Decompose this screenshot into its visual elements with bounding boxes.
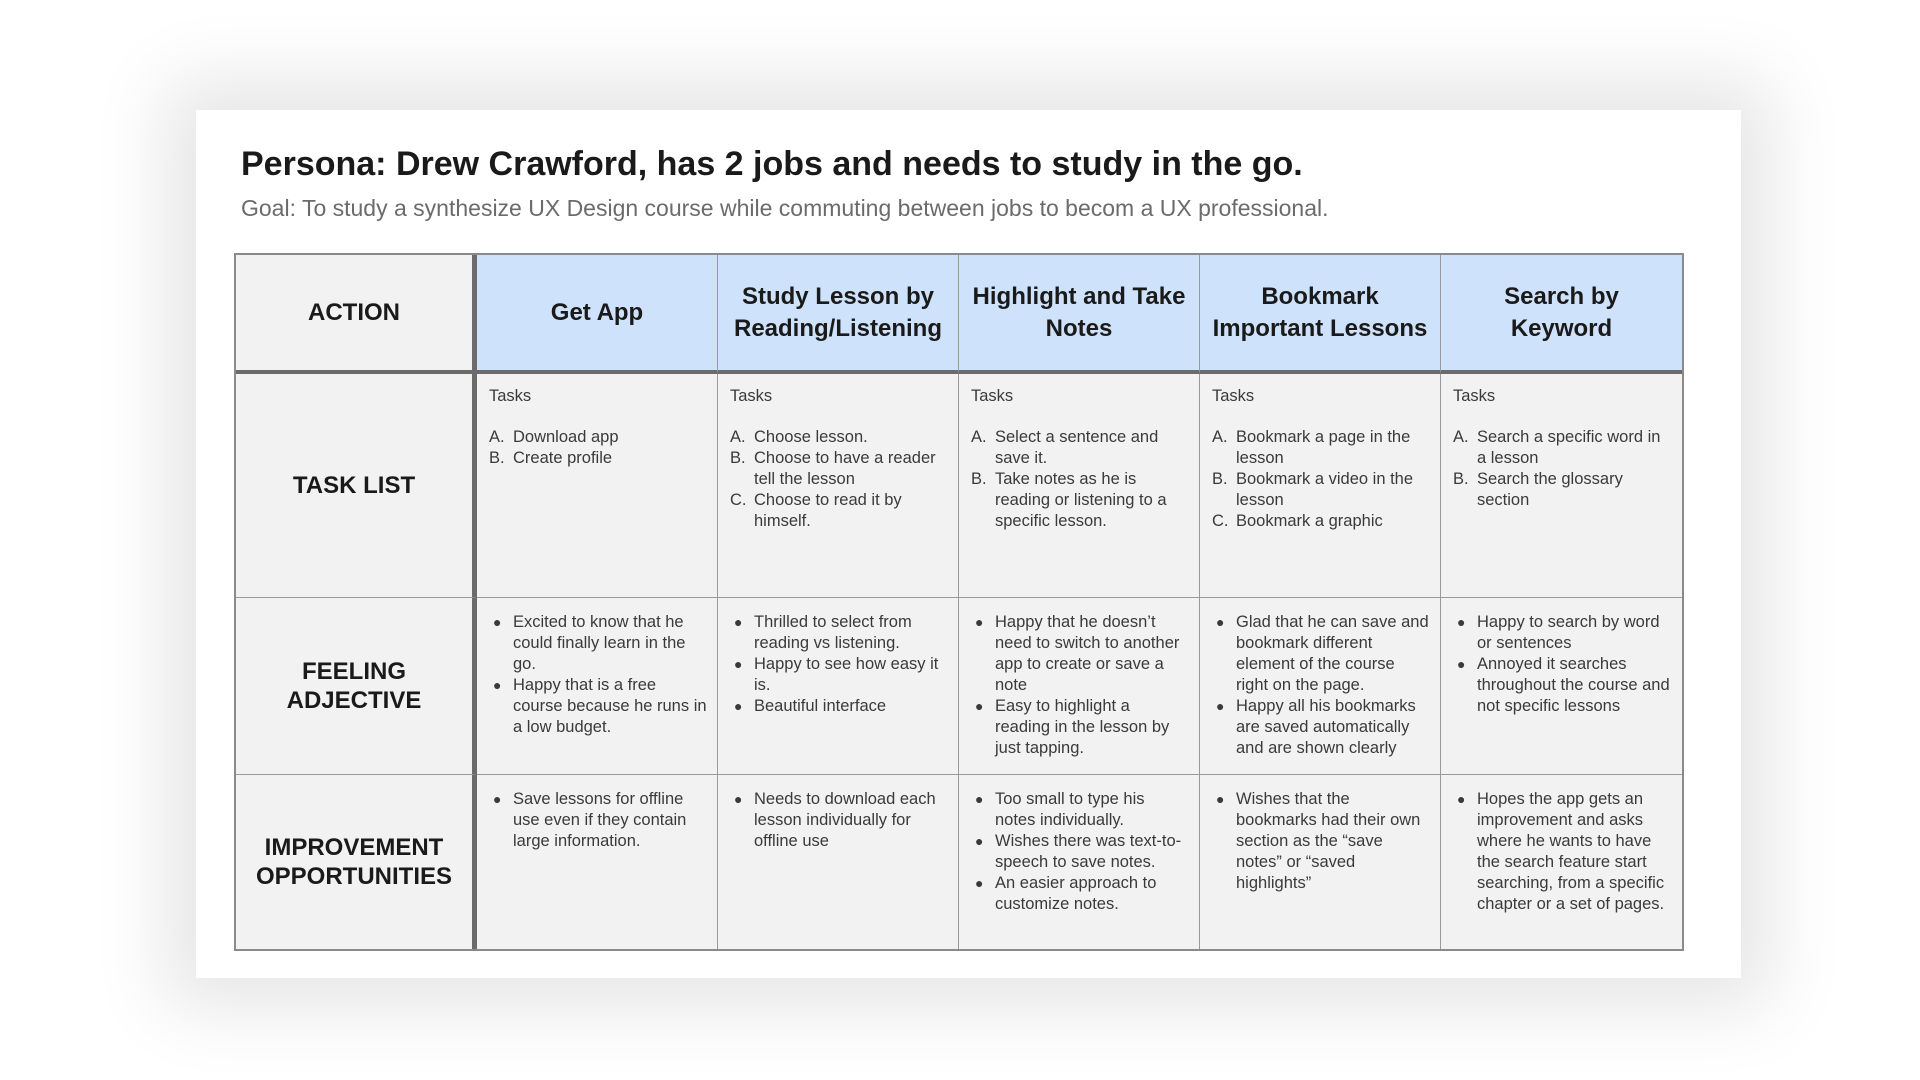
bullet-dot-icon: ● bbox=[975, 698, 984, 714]
bullet-text: Beautiful interface bbox=[754, 697, 887, 715]
task-text: Search the glossary section bbox=[1477, 470, 1623, 509]
task-item bbox=[1212, 427, 1430, 469]
bullet-list bbox=[489, 612, 707, 738]
bullet-item bbox=[489, 612, 707, 675]
action-row-header: ACTION bbox=[236, 255, 477, 374]
task-text: Download app bbox=[513, 428, 619, 446]
task-item bbox=[1453, 469, 1672, 511]
bullet-text: Happy to search by word or sentences bbox=[1477, 613, 1660, 652]
bullet-text: Happy all his bookmarks are saved automatically and are shown clearly bbox=[1236, 697, 1416, 757]
bullet-list bbox=[1212, 612, 1430, 759]
tasks-label: Tasks bbox=[971, 387, 1014, 405]
task-list bbox=[730, 427, 948, 532]
task-item bbox=[489, 427, 707, 448]
bullet-item bbox=[971, 789, 1189, 831]
bullet-dot-icon: ● bbox=[975, 875, 984, 891]
feeling-cell bbox=[1441, 598, 1682, 775]
bullet-item bbox=[971, 612, 1189, 696]
feeling-cell bbox=[718, 598, 959, 775]
task-item bbox=[730, 490, 948, 532]
task-letter: A. bbox=[1212, 428, 1228, 446]
bullet-item bbox=[730, 696, 948, 717]
feeling-row-header: FEELING ADJECTIVE bbox=[236, 598, 477, 775]
improvement-cell bbox=[1200, 775, 1441, 949]
feeling-cell bbox=[1200, 598, 1441, 775]
task-list bbox=[971, 427, 1189, 532]
task-letter: B. bbox=[730, 449, 746, 467]
tasks-label: Tasks bbox=[1212, 387, 1255, 405]
bullet-dot-icon: ● bbox=[975, 614, 984, 630]
bullet-item bbox=[730, 789, 948, 852]
task-text: Choose to read it by himself. bbox=[754, 491, 902, 530]
bullet-item bbox=[1453, 789, 1672, 915]
bullet-dot-icon: ● bbox=[734, 698, 743, 714]
bullet-text: Thrilled to select from reading vs listening. bbox=[754, 613, 912, 652]
bullet-text: Happy that he doesn’t need to switch to another app to create or save a note bbox=[995, 613, 1180, 694]
task-text: Choose to have a reader tell the lesson bbox=[754, 449, 936, 488]
bullet-text: Happy to see how easy it is. bbox=[754, 655, 939, 694]
bullet-text: Needs to download each lesson individually for offline use bbox=[754, 790, 936, 850]
task-letter: A. bbox=[489, 428, 505, 446]
task-item bbox=[489, 448, 707, 469]
bullet-list bbox=[971, 789, 1189, 915]
task-letter: A. bbox=[1453, 428, 1469, 446]
tasks-label: Tasks bbox=[1453, 387, 1496, 405]
bullet-text: Annoyed it searches throughout the course and not specific lessons bbox=[1477, 655, 1670, 715]
task-text: Search a specific word in a lesson bbox=[1477, 428, 1661, 467]
column-header-search: Search by Keyword bbox=[1441, 255, 1682, 374]
user-journey-map-table bbox=[234, 253, 1684, 951]
task-cell bbox=[959, 374, 1200, 598]
task-item bbox=[730, 427, 948, 448]
bullet-dot-icon: ● bbox=[1216, 614, 1225, 630]
bullet-dot-icon: ● bbox=[1457, 791, 1466, 807]
bullet-item bbox=[489, 789, 707, 852]
bullet-list bbox=[971, 612, 1189, 759]
bullet-item bbox=[730, 654, 948, 696]
bullet-item bbox=[1453, 654, 1672, 717]
bullet-text: Happy that is a free course because he runs in a low budget. bbox=[513, 676, 707, 736]
bullet-list bbox=[1453, 612, 1672, 717]
bullet-item bbox=[1212, 612, 1430, 696]
task-item bbox=[971, 469, 1189, 532]
bullet-item bbox=[971, 873, 1189, 915]
bullet-dot-icon: ● bbox=[1216, 698, 1225, 714]
task-item bbox=[1453, 427, 1672, 469]
task-letter: B. bbox=[971, 470, 987, 488]
improvement-cell bbox=[718, 775, 959, 949]
bullet-text: Wishes there was text-to-speech to save notes. bbox=[995, 832, 1182, 871]
bullet-item bbox=[1212, 696, 1430, 759]
bullet-text: Save lessons for offline use even if they contain large information. bbox=[513, 790, 687, 850]
task-list-row-header: TASK LIST bbox=[236, 374, 477, 598]
bullet-dot-icon: ● bbox=[734, 791, 743, 807]
improvement-row-header: IMPROVEMENT OPPORTUNITIES bbox=[236, 775, 477, 949]
task-list bbox=[1453, 427, 1672, 511]
tasks-label: Tasks bbox=[489, 387, 532, 405]
bullet-dot-icon: ● bbox=[975, 791, 984, 807]
task-text: Bookmark a video in the lesson bbox=[1236, 470, 1414, 509]
bullet-text: Wishes that the bookmarks had their own section as the “save notes” or “saved highlights” bbox=[1236, 790, 1421, 892]
bullet-item bbox=[971, 696, 1189, 759]
bullet-dot-icon: ● bbox=[493, 677, 502, 693]
task-cell bbox=[477, 374, 718, 598]
bullet-list bbox=[730, 612, 948, 717]
slide-card bbox=[196, 110, 1741, 978]
bullet-text: Glad that he can save and bookmark different element of the course right on the page. bbox=[1236, 613, 1429, 694]
task-letter: B. bbox=[489, 449, 505, 467]
task-list bbox=[489, 427, 707, 469]
bullet-text: Excited to know that he could finally learn in the go. bbox=[513, 613, 686, 673]
task-text: Create profile bbox=[513, 449, 613, 467]
task-item bbox=[730, 448, 948, 490]
task-letter: B. bbox=[1212, 470, 1228, 488]
bullet-item bbox=[489, 675, 707, 738]
column-header-highlight-notes: Highlight and Take Notes bbox=[959, 255, 1200, 374]
task-cell bbox=[1200, 374, 1441, 598]
bullet-dot-icon: ● bbox=[1457, 614, 1466, 630]
task-text: Bookmark a page in the lesson bbox=[1236, 428, 1411, 467]
task-text: Bookmark a graphic bbox=[1236, 512, 1383, 530]
task-list bbox=[1212, 427, 1430, 532]
task-letter: C. bbox=[730, 491, 747, 509]
task-letter: A. bbox=[971, 428, 987, 446]
task-text: Select a sentence and save it. bbox=[995, 428, 1159, 467]
persona-title: Persona: Drew Crawford, has 2 jobs and needs to study in the go. bbox=[241, 145, 1303, 183]
column-header-get-app: Get App bbox=[477, 255, 718, 374]
task-cell bbox=[1441, 374, 1682, 598]
feeling-cell bbox=[477, 598, 718, 775]
task-cell bbox=[718, 374, 959, 598]
bullet-text: An easier approach to customize notes. bbox=[995, 874, 1157, 913]
bullet-dot-icon: ● bbox=[1216, 791, 1225, 807]
bullet-list bbox=[489, 789, 707, 852]
bullet-list bbox=[1212, 789, 1430, 894]
bullet-list bbox=[1453, 789, 1672, 915]
task-letter: A. bbox=[730, 428, 746, 446]
improvement-cell bbox=[959, 775, 1200, 949]
task-letter: B. bbox=[1453, 470, 1469, 488]
bullet-dot-icon: ● bbox=[734, 614, 743, 630]
task-item bbox=[1212, 469, 1430, 511]
bullet-item bbox=[730, 612, 948, 654]
bullet-dot-icon: ● bbox=[1457, 656, 1466, 672]
task-item bbox=[971, 427, 1189, 469]
improvement-cell bbox=[477, 775, 718, 949]
column-header-study-lesson: Study Lesson by Reading/Listening bbox=[718, 255, 959, 374]
persona-goal: Goal: To study a synthesize UX Design course while commuting between jobs to becom a UX professional. bbox=[241, 195, 1329, 221]
bullet-dot-icon: ● bbox=[734, 656, 743, 672]
bullet-list bbox=[730, 789, 948, 852]
bullet-item bbox=[1453, 612, 1672, 654]
task-text: Take notes as he is reading or listening to a specific lesson. bbox=[995, 470, 1167, 530]
bullet-item bbox=[971, 831, 1189, 873]
bullet-dot-icon: ● bbox=[975, 833, 984, 849]
bullet-text: Too small to type his notes individually. bbox=[995, 790, 1145, 829]
bullet-dot-icon: ● bbox=[493, 791, 502, 807]
task-text: Choose lesson. bbox=[754, 428, 868, 446]
bullet-dot-icon: ● bbox=[493, 614, 502, 630]
column-header-bookmark: Bookmark Important Lessons bbox=[1200, 255, 1441, 374]
bullet-text: Hopes the app gets an improvement and asks where he wants to have the search feature start searching, from a specific chapter or a set of pages. bbox=[1477, 790, 1665, 913]
tasks-label: Tasks bbox=[730, 387, 773, 405]
task-letter: C. bbox=[1212, 512, 1229, 530]
bullet-item bbox=[1212, 789, 1430, 894]
bullet-text: Easy to highlight a reading in the lesson by just tapping. bbox=[995, 697, 1170, 757]
feeling-cell bbox=[959, 598, 1200, 775]
task-item bbox=[1212, 511, 1430, 532]
improvement-cell bbox=[1441, 775, 1682, 949]
